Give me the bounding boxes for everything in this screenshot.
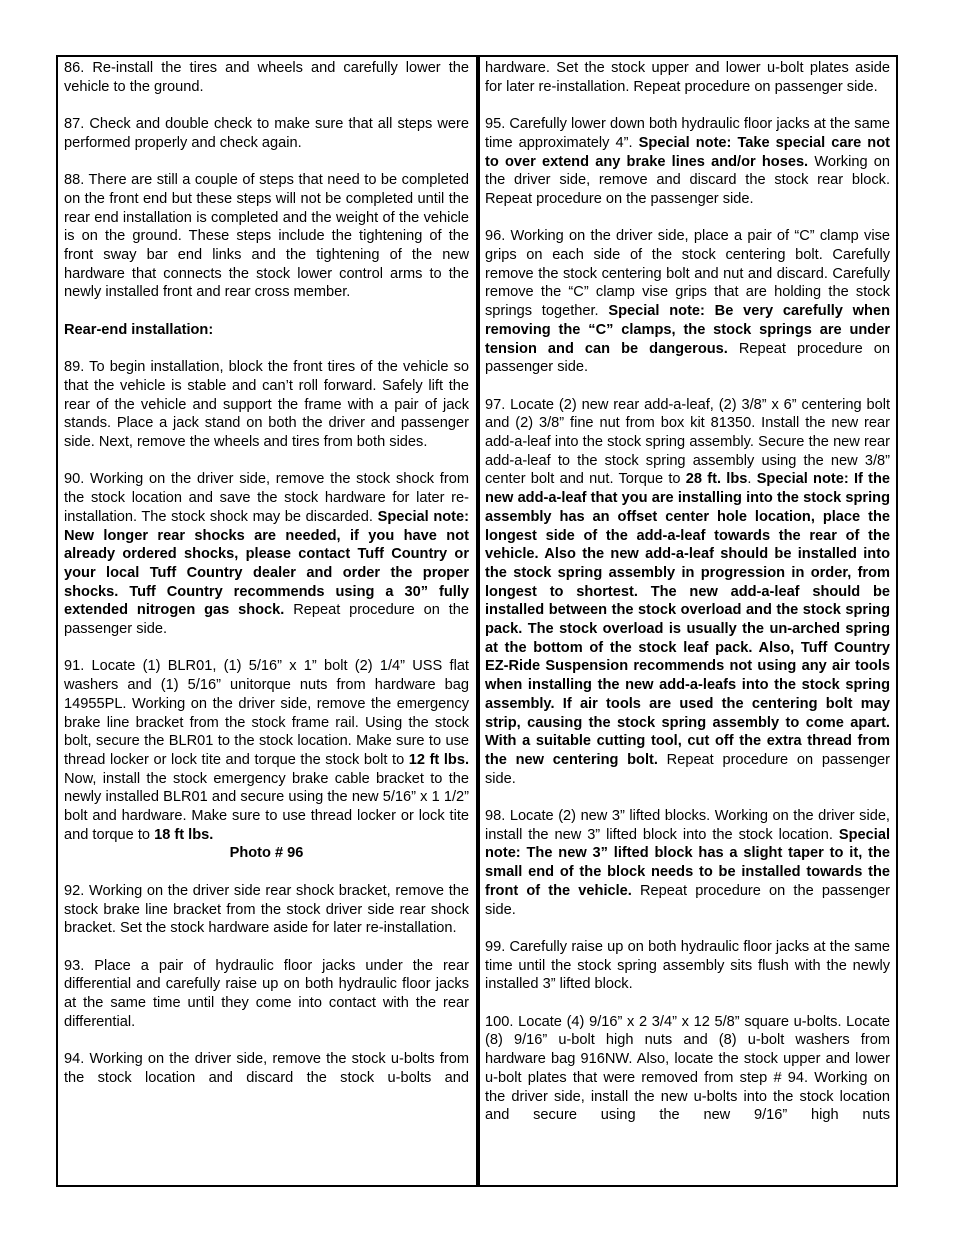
step-97-repeat: Repeat procedure on passenger side. [485,751,891,787]
step-100: 100. Locate (4) 9/16” x 2 3/4” x 12 5/8” square u-bolts. Locate (8) 9/16” u-bolt high nuts and (8) u-bolt washers from hardware bag 916NW. Also, locate the stock upper and lower u-bolt plates that were removed from step # 94. Working on the driver side, install the new u-bolts into the stock location and secure using the new 9/16” high nuts [485,1013,890,1124]
step-96-text: 96. Working on the driver side, place a pair of “C” clamp vise grips on each side of the stock centering bolt. Carefully remove the stock centering bolt and nut and discard. Carefully remove the “C” clamp vise grips that are holding the stock springs together. [485,228,890,320]
step-98-special-note: Special note: The new 3” lifted block has a slight taper to it, the small end of the block needs to be installed towards the front of the vehicle. [485,826,891,899]
right-column [485,59,890,1125]
step-97 [485,396,890,789]
step-90-repeat: Repeat procedure on the passenger side. [64,602,469,638]
step-98-text: 98. Locate (2) new 3” lifted blocks. Working on the driver side, install the new 3” lifted block into the stock location. [485,808,890,843]
step-91-text-2: Now, install the stock emergency brake cable bracket to the newly installed BLR01 and secure using the new 5/16” x 1 1/2” bolt and hardware. Make sure to use thread locker or lock tite and torque to [64,770,469,843]
step-91 [64,657,469,863]
step-98 [485,807,890,919]
step-87: 87. Check and double check to make sure that all steps were performed properly and check again. [64,116,469,151]
photo-reference: Photo # 96 [229,845,304,862]
step-92: 92. Working on the driver side rear shock bracket, remove the stock brake line bracket from the stock driver side rear shock bracket. Set the stock hardware aside for later re-installation. [64,882,469,937]
step-89: 89. To begin installation, block the front tires of the vehicle so that the vehicle is stable and can’t roll forward. Safely lift the rear of the vehicle and support the frame with a pair of jack stands. Place a jack stand on both the driver and passenger side. Next, remove the wheels and tires from both sides. [64,359,469,450]
step-95-text-2: Working on the driver side, remove and discard the stock rear block. Repeat procedure on the passenger side. [485,153,890,207]
step-97-period: . [747,471,752,488]
step-99: 99. Carefully raise up on both hydraulic floor jacks at the same time until the stock spring assembly sits flush with the newly installed 3” lifted block. [485,938,890,993]
step-95-special-note: Special note: Take special care not to over extend any brake lines and/or hoses. [485,134,890,170]
step-96 [485,227,890,377]
step-90-special-note: Special note: New longer rear shocks are needed, if you have not already ordered shocks, please contact Tuff Country or your local Tuff Country dealer and order the proper shocks. Tuff Country recommends using a 30” fully extended nitrogen gas shock. [64,508,469,619]
step-86: 86. Re-install the tires and wheels and carefully lower the vehicle to the ground. [64,60,469,95]
step-94-continued: hardware. Set the stock upper and lower u-bolt plates aside for later re-installation. Repeat procedure on passenger side. [485,60,890,95]
step-95 [485,115,890,209]
step-97-special-note: Special note: If the new add-a-leaf that you are installing into the stock spring assembly has an offset center hole location, place the longest side of the add-a-leaf towards the rear of the vehicle. Also the new add-a-leaf should be installed into the stock spring assembly in progression in order, from longest to shortest. The new add-a-leaf should be installed between the stock overload and the stock spring pack. The stock overload is usually the un-arched spring at the bottom of the stock leaf pack. Also, Tuff Country EZ-Ride Suspension recommends not using any air tools when installing the new add-a-leafs into the stock spring assembly. If air tools are used the centering bolt may strip, causing the stock spring assembly to come apart. With a suitable cutting tool, cut off the extra thread from the new centering bolt. [485,471,890,768]
page-frame [56,55,898,1187]
step-91-text: 91. Locate (1) BLR01, (1) 5/16” x 1” bolt (2) 1/4” USS flat washers and (1) 5/16” unitorque nuts from hardware bag 14955PL. Working on the driver side, remove the emergency brake line bracket from the stock frame rail. Using the stock bolt, secure the BLR01 to the stock location. Make sure to use thread locker or lock tite and torque the stock bolt to [64,658,469,768]
section-heading-text: Rear-end installation: [64,321,214,338]
step-97-text: 97. Locate (2) new rear add-a-leaf, (2) 3/8” x 6” centering bolt and (2) 3/8” fine nut from box kit 81350. Install the new rear add-a-leaf into the stock spring assembly. Secure the new rear add-a-leaf to the stock spring assembly using the new 3/8” center bolt and nut. Torque to [485,396,890,488]
step-97-torque: 28 ft. lbs [685,471,748,488]
step-91-torque-1: 12 ft lbs. [408,751,469,768]
step-88: 88. There are still a couple of steps that need to be completed on the front end but these steps will not be completed until the rear end installation is completed and the weight of the vehicle is on the ground. These steps include the tightening of the front sway bar end links and the tightening of the new hardware that connects the stock lower control arms to the newly installed front and rear cross member. [64,172,469,301]
step-90-text: 90. Working on the driver side, remove the stock shock from the stock location and save the stock hardware for later re-installation. The stock shock may be discarded. [64,471,469,525]
step-96-repeat: Repeat procedure on passenger side. [485,340,890,376]
left-column [64,59,469,1088]
column-divider [476,57,480,1185]
step-91-torque-2: 18 ft lbs. [154,826,214,843]
step-95-text: 95. Carefully lower down both hydraulic floor jacks at the same time approximately 4”. [485,116,890,151]
section-heading-rear-end [64,321,469,340]
step-96-special-note: Special note: Be very carefully when removing the “C” clamps, the stock springs are under tension and can be dangerous. [485,303,890,357]
step-90 [64,470,469,638]
step-94: 94. Working on the driver side, remove the stock u-bolts from the stock location and discard the stock u-bolts and [64,1051,469,1086]
step-93: 93. Place a pair of hydraulic floor jacks under the rear differential and carefully raise up on both hydraulic floor jacks at the same time until they come into contact with the rear differential. [64,957,469,1030]
step-98-repeat: Repeat procedure on the passenger side. [485,882,890,918]
